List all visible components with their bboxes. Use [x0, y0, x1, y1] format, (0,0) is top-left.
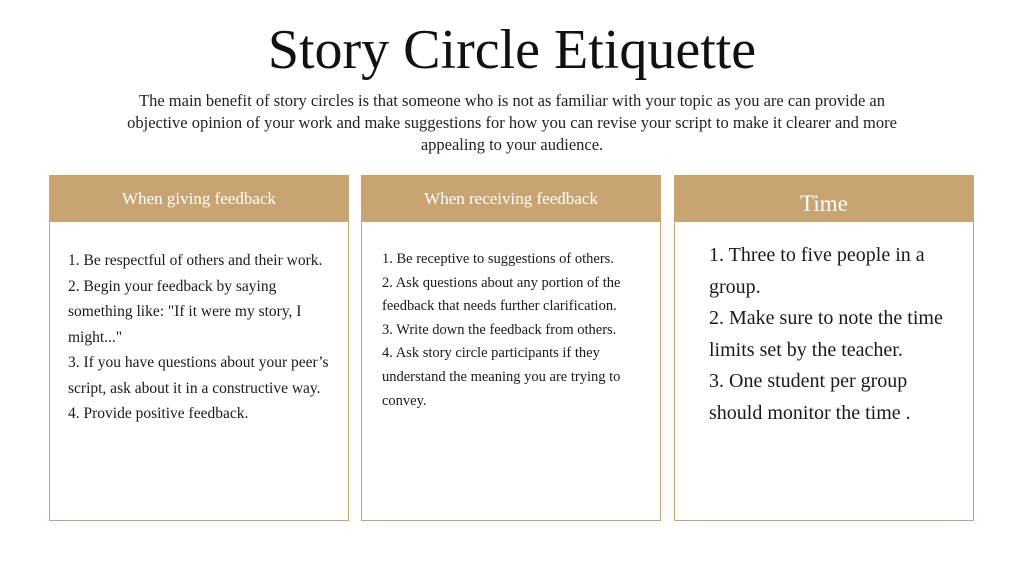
- slide-title: Story Circle Etiquette: [267, 19, 757, 81]
- time-header: Time: [675, 176, 973, 222]
- time-body: [675, 222, 973, 520]
- slide-subtitle: The main benefit of story circles is that someone who is not as familiar with your topic as you are can provide an objective opinion of your work and make suggestions for how you can revise your script to make it clearer and more appealing to your audience.: [127, 91, 897, 154]
- list-item: 4. Ask story circle participants if they understand the meaning you are trying to convey.: [382, 345, 621, 409]
- list-item: 2. Ask questions about any portion of the feedback that needs further clarification.: [382, 274, 621, 315]
- receiving-feedback-list: [382, 248, 640, 413]
- list-item: 1. Be receptive to suggestions of others.: [382, 251, 614, 267]
- list-item: 3. Write down the feedback from others.: [382, 321, 617, 338]
- giving-feedback-body: [50, 222, 348, 520]
- list-item: 1. Three to five people in a group.: [709, 244, 925, 298]
- receiving-feedback-card: [361, 175, 661, 521]
- list-item: 1. Be respectful of others and their work.: [68, 252, 323, 269]
- giving-feedback-list: [68, 248, 330, 427]
- list-item: 3. If you have questions about your peer’s script, ask about it in a constructive way.: [68, 354, 329, 397]
- time-list: [709, 240, 953, 429]
- list-item: 3. One student per group should monitor the time .: [709, 370, 911, 424]
- time-card: [674, 175, 974, 521]
- list-item: 2. Begin your feedback by saying something like: "If it were my story, I might...": [68, 277, 302, 346]
- giving-feedback-header: When giving feedback: [50, 176, 348, 222]
- list-item: 4. Provide positive feedback.: [68, 405, 249, 422]
- list-item: 2. Make sure to note the time limits set by the teacher.: [709, 307, 943, 361]
- giving-feedback-card: [49, 175, 349, 521]
- receiving-feedback-body: [362, 222, 660, 520]
- receiving-feedback-header: When receiving feedback: [362, 176, 660, 222]
